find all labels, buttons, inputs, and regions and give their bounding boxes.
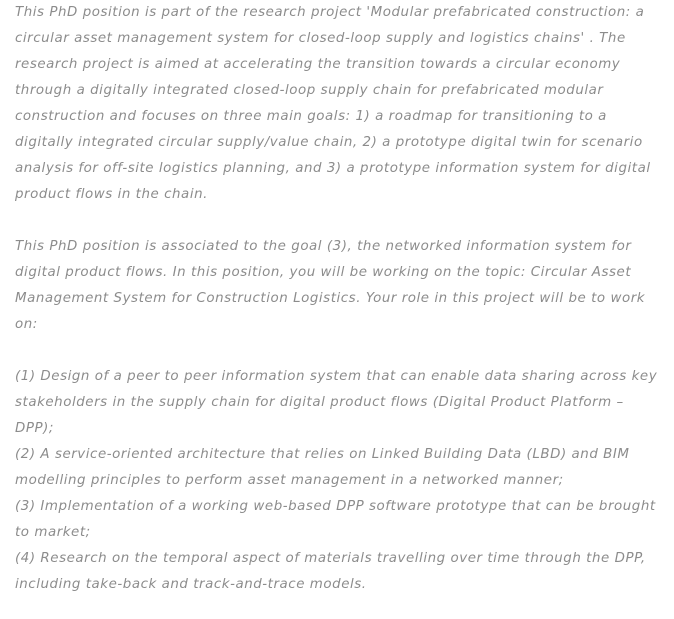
job-description [15,0,665,598]
position-paragraph [15,234,665,338]
text-line: This PhD position is part of the research project 'Modular prefabricated construction: a [15,5,645,20]
list-item-line: (4) Research on the temporal aspect of materials travelling over time through the DPP, [15,551,646,566]
text-line: construction and focuses on three main goals: 1) a roadmap for transitioning to a [15,109,607,124]
text-line: digital product flows. In this position, you will be working on the topic: Circular Asset [15,265,632,280]
text-line: analysis for off-site logistics planning, and 3) a prototype information system for digital [15,161,651,176]
text-line: research project is aimed at accelerating the transition towards a circular economy [15,57,621,72]
text-line: circular asset management system for closed-loop supply and logistics chains' . The [15,31,626,46]
list-item-line: (1) Design of a peer to peer information system that can enable data sharing across key [15,369,658,384]
text-line: digitally integrated circular supply/value chain, 2) a prototype digital twin for scenario [15,135,643,150]
list-item-line: stakeholders in the supply chain for digital product flows (Digital Product Platform – [15,395,624,410]
text-line: on: [15,317,38,332]
list-item-line: DPP); [15,421,54,436]
text-line: Management System for Construction Logistics. Your role in this project will be to work [15,291,646,306]
paragraph-spacer [15,338,665,364]
text-line: This PhD position is associated to the goal (3), the networked information system for [15,239,632,254]
tasks-list [15,364,665,598]
project-paragraph [15,0,665,208]
list-item-line: (2) A service-oriented architecture that relies on Linked Building Data (LBD) and BIM [15,447,630,462]
list-item-line: to market; [15,525,91,540]
list-item-line: modelling principles to perform asset management in a networked manner; [15,473,564,488]
list-item-line: including take-back and track-and-trace models. [15,577,367,592]
list-item-line: (3) Implementation of a working web-based DPP software prototype that can be brought [15,499,656,514]
paragraph-spacer [15,208,665,234]
text-line: through a digitally integrated closed-loop supply chain for prefabricated modular [15,83,604,98]
text-line: product flows in the chain. [15,187,208,202]
